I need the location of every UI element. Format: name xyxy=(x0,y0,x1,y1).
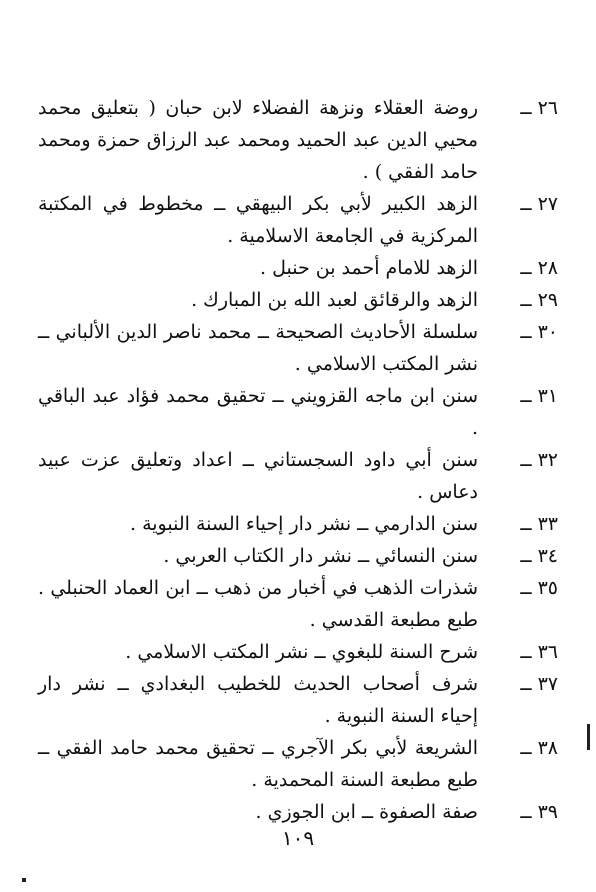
entry-number: ٢٦ ــ xyxy=(520,97,558,119)
entry-number: ٣٠ ــ xyxy=(520,321,558,343)
scan-dot xyxy=(22,878,26,882)
bibliography-entry xyxy=(38,540,558,572)
entry-text: سلسلة الأحاديث الصحيحة ــ محمد ناصر الدين الألباني ــ نشر المكتب الاسلامي . xyxy=(38,321,478,375)
bibliography-entry xyxy=(38,284,558,316)
entry-text: سنن ابن ماجه القزويني ــ تحقيق محمد فؤاد عبد الباقي . xyxy=(38,385,478,439)
entry-number: ٣٣ ــ xyxy=(520,513,558,535)
bibliography-entry xyxy=(38,444,558,508)
bibliography-entry xyxy=(38,796,558,828)
entry-number: ٣٩ ــ xyxy=(520,801,558,823)
entry-text: الزهد الكبير لأبي بكر البيهقي ــ مخطوط في المكتبة المركزية في الجامعة الاسلامية . xyxy=(38,193,478,247)
entry-number: ٢٧ ــ xyxy=(520,193,558,215)
entry-text: شذرات الذهب في أخبار من ذهب ــ ابن العماد الحنبلي . طبع مطبعة القدسي . xyxy=(38,577,478,631)
entry-number: ٣١ ــ xyxy=(520,385,558,407)
bibliography-list xyxy=(38,92,558,828)
bibliography-entry xyxy=(38,380,558,444)
bibliography-entry xyxy=(38,92,558,188)
bibliography-entry xyxy=(38,668,558,732)
entry-number: ٣٧ ــ xyxy=(520,673,558,695)
bibliography-entry xyxy=(38,572,558,636)
entry-text: شرح السنة للبغوي ــ نشر المكتب الاسلامي . xyxy=(125,641,478,663)
entry-text: روضة العقلاء ونزهة الفضلاء لابن حبان ( بتعليق محمد محيي الدين عبد الحميد ومحمد عبد الرزاق حمزة ومحمد حامد الفقي ) . xyxy=(38,97,478,183)
bibliography-entry xyxy=(38,732,558,796)
entry-number: ٣٤ ــ xyxy=(520,545,558,567)
entry-number: ٣٨ ــ xyxy=(520,737,558,759)
entry-text: شرف أصحاب الحديث للخطيب البغدادي ــ نشر دار إحياء السنة النبوية . xyxy=(38,673,478,727)
entry-text: صفة الصفوة ــ ابن الجوزي . xyxy=(255,801,478,823)
page-number: ١٠٩ xyxy=(281,826,315,850)
bibliography-entry xyxy=(38,316,558,380)
bibliography-entry xyxy=(38,188,558,252)
entry-number: ٢٩ ــ xyxy=(520,289,558,311)
entry-number: ٣٥ ــ xyxy=(520,577,558,599)
bibliography-entry xyxy=(38,636,558,668)
entry-text: الشريعة لأبي بكر الآجري ــ تحقيق محمد حامد الفقي ــ طبع مطبعة السنة المحمدية . xyxy=(38,737,478,791)
entry-number: ٣٦ ــ xyxy=(520,641,558,663)
scan-edge-mark xyxy=(587,724,590,750)
bibliography-entry xyxy=(38,252,558,284)
entry-text: الزهد والرقائق لعبد الله بن المبارك . xyxy=(191,289,478,311)
entry-text: الزهد للامام أحمد بن حنبل . xyxy=(260,257,478,279)
entry-number: ٢٨ ــ xyxy=(520,257,558,279)
entry-number: ٣٢ ــ xyxy=(520,449,558,471)
entry-text: سنن الدارمي ــ نشر دار إحياء السنة النبوية . xyxy=(130,513,478,535)
bibliography-entry xyxy=(38,508,558,540)
entry-text: سنن النسائي ــ نشر دار الكتاب العربي . xyxy=(163,545,478,567)
entry-text: سنن أبي داود السجستاني ــ اعداد وتعليق عزت عبيد دعاس . xyxy=(38,449,478,503)
